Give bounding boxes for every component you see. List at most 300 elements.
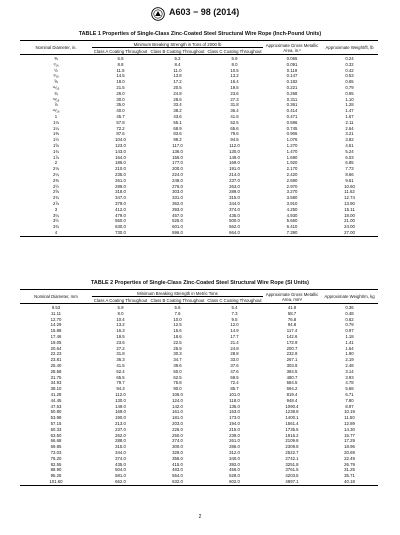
table1-group-header: Minimum Breaking Strength in Tons of 2000 lb bbox=[92, 41, 263, 48]
table2-cell: 57.15 bbox=[50, 420, 62, 426]
table1-cell: 0.268 bbox=[286, 90, 298, 96]
table1-cell: 6.5 bbox=[117, 56, 124, 61]
table1-cell: 2.970 bbox=[286, 183, 298, 189]
table2-cell: 22.5 bbox=[173, 339, 182, 345]
table2-cell: 9.5 bbox=[231, 316, 238, 322]
table2-cell: 16.3 bbox=[116, 328, 125, 334]
table1-cell: 2¼ bbox=[53, 171, 59, 177]
table1-cell: 52.5 bbox=[230, 119, 239, 125]
table2-cell: 23.81 bbox=[50, 357, 62, 363]
table2-cell: 41.5 bbox=[116, 362, 125, 368]
table1-cell: 94.5 bbox=[230, 137, 239, 143]
table2-cell: 14.29 bbox=[50, 322, 62, 328]
table2-cell: 62.5 bbox=[173, 374, 182, 380]
table2-cell: 18.96 bbox=[344, 444, 355, 450]
table2-cell: 602.0 bbox=[206, 479, 263, 485]
table2-cell: 274.0 bbox=[172, 438, 183, 444]
table2-cell: 1.90 bbox=[345, 351, 354, 357]
table1-cell: 3.82 bbox=[345, 137, 354, 143]
table2-cell: 25.9 bbox=[173, 345, 182, 351]
table2-cell: 50.0 bbox=[173, 368, 182, 374]
table1-cell: 457.0 bbox=[172, 212, 183, 218]
table1-cell: 210.0 bbox=[115, 166, 126, 172]
table2-cell: 52.4 bbox=[116, 368, 125, 374]
table2-cell: 41.28 bbox=[50, 391, 62, 397]
table2-cell: 28.58 bbox=[50, 368, 62, 374]
table2-cell: 76.8 bbox=[287, 316, 297, 322]
table1-cell: 169.0 bbox=[229, 160, 240, 166]
table2-cell: 50.80 bbox=[50, 409, 62, 415]
table1-cell: 57.8 bbox=[116, 119, 125, 125]
table2-cell: 392.0 bbox=[229, 461, 240, 467]
astm-logo-icon bbox=[151, 7, 165, 21]
table1-cell: 36.4 bbox=[230, 108, 239, 114]
table2-cell: 12.0 bbox=[230, 322, 239, 328]
table2-cell: 20.69 bbox=[344, 449, 355, 455]
table1-cell: 13.90 bbox=[344, 200, 355, 206]
table1-cell: 0.53 bbox=[345, 73, 354, 79]
table2-group-header: Minimum Breaking Strength in Metric Tons bbox=[92, 290, 263, 297]
table1-cell: 99.2 bbox=[173, 137, 182, 143]
table2-cell: 112.0 bbox=[115, 391, 126, 397]
table2-cell: 53.98 bbox=[50, 415, 62, 421]
table1-cell: 3¼ bbox=[53, 212, 59, 218]
table2-cell: 94.3 bbox=[116, 386, 125, 392]
table2-cell: 261.0 bbox=[229, 438, 240, 444]
table1-cell: 8.4 bbox=[174, 61, 181, 67]
table2-cell: 6.71 bbox=[345, 391, 354, 397]
table1-cell: 186.0 bbox=[115, 160, 126, 166]
table1-cell: 3 bbox=[54, 206, 58, 212]
table1-cell: ¾ bbox=[54, 90, 58, 96]
table2-cell: 130.0 bbox=[115, 397, 126, 403]
table1-cell: 412.0 bbox=[115, 206, 126, 212]
table1-cell: 374.0 bbox=[229, 206, 240, 212]
table1-cell: 2.690 bbox=[286, 177, 298, 183]
table1-cell: 1.67 bbox=[345, 113, 354, 119]
table1-cell: 14.5 bbox=[116, 73, 125, 79]
table2-cell: 17.29 bbox=[344, 438, 355, 444]
table1-cell: 164.0 bbox=[115, 154, 126, 160]
table2-cell: 11.11 bbox=[50, 310, 62, 316]
table1-cell: 5.9 bbox=[231, 56, 238, 61]
table1-cell: 379.0 bbox=[115, 200, 126, 206]
table1-cell: 1⅝ bbox=[53, 142, 59, 148]
table2-col-class-a: Class A Coating Throughout bbox=[93, 297, 148, 303]
table2-cell: 312.0 bbox=[229, 449, 240, 455]
table1-col-class-a: Class A Coating Throughout bbox=[93, 48, 148, 54]
table1-cell: 0.147 bbox=[286, 73, 298, 79]
table2-cell: 72.4 bbox=[230, 380, 239, 386]
table1-cell: 5.24 bbox=[345, 148, 354, 154]
table1-cell: ¹⁵⁄₁₆ bbox=[52, 108, 60, 114]
table2-col-area: Approximate Gross Metallic Area, mm² bbox=[263, 290, 321, 304]
table2-cell: 12.89 bbox=[344, 420, 355, 426]
table2-cell: 40.18 bbox=[321, 479, 378, 485]
table2-cell: 73.03 bbox=[50, 449, 62, 455]
table2-cell: 117.4 bbox=[286, 328, 298, 334]
table2-cell: 232.9 bbox=[286, 351, 298, 357]
table1 bbox=[20, 40, 378, 237]
table2-cell: 106.0 bbox=[172, 391, 183, 397]
table1-cell: 41.5 bbox=[230, 113, 239, 119]
table1-cell: ½ bbox=[54, 67, 58, 73]
table2-cell: 82.55 bbox=[50, 461, 62, 467]
table2-cell: 35.71 bbox=[344, 473, 355, 479]
table1-col-nominal: Nominal Diameter, in. bbox=[20, 41, 92, 55]
table1-cell: 0.182 bbox=[286, 79, 298, 85]
table2-cell: 948.4 bbox=[286, 397, 298, 403]
table2-cell: 31.75 bbox=[50, 374, 62, 380]
table2-cell: 94.8 bbox=[287, 322, 297, 328]
table1-cell: 1.470 bbox=[286, 148, 298, 154]
table2-cell: 101.0 bbox=[229, 391, 240, 397]
table1-cell: 276.0 bbox=[172, 183, 183, 189]
table1-cell: 26.0 bbox=[116, 90, 125, 96]
table2-cell: 37.6 bbox=[230, 362, 239, 368]
table2-cell: 10.4 bbox=[116, 316, 125, 322]
table2-cell: 90.0 bbox=[173, 386, 182, 392]
table1-cell: 18.00 bbox=[344, 212, 355, 218]
table1-col-class-b: Class B Coating Throughout bbox=[150, 48, 205, 54]
table1-cell: 0.091 bbox=[286, 61, 298, 67]
table2-cell: 5.68 bbox=[345, 386, 354, 392]
table1-cell: 136.0 bbox=[172, 148, 183, 154]
table1-cell: 20.5 bbox=[173, 84, 182, 90]
table1-cell: 2⅞ bbox=[53, 200, 59, 206]
table1-cell: 0.95 bbox=[345, 90, 354, 96]
table1-cell: 6.2 bbox=[174, 56, 181, 61]
table1-cell: 13.2 bbox=[230, 73, 239, 79]
table2-cell: 65.5 bbox=[116, 374, 125, 380]
table2-cell: 237.0 bbox=[115, 426, 126, 432]
table1-cell: 11.0 bbox=[173, 67, 182, 73]
standard-designation: A603 − 98 (2014) bbox=[169, 7, 240, 17]
table2-cell: 66.68 bbox=[50, 438, 62, 444]
table1-cell: 21.5 bbox=[116, 84, 125, 90]
table2-cell: 95.25 bbox=[50, 473, 62, 479]
table1-cell: 30.0 bbox=[116, 96, 125, 102]
table2-cell: 7.80 bbox=[345, 397, 354, 403]
table1-cell: 550.0 bbox=[115, 218, 126, 224]
table1-cell: 4.250 bbox=[286, 206, 298, 212]
table2-cell: 47.63 bbox=[50, 403, 62, 409]
table1-cell: 21.00 bbox=[344, 218, 355, 224]
table1-cell: 7.73 bbox=[345, 166, 354, 172]
table2-cell: 181.0 bbox=[172, 415, 183, 421]
table2-cell: 38.10 bbox=[50, 386, 62, 392]
table1-cell: 0.596 bbox=[286, 119, 298, 125]
table2-cell: 19.5 bbox=[116, 333, 125, 339]
table2-cell: 85.7 bbox=[230, 386, 239, 392]
table2-cell: 63.50 bbox=[50, 432, 62, 438]
table2-cell: 41.9 bbox=[287, 305, 297, 310]
table2-cell: 3.14 bbox=[345, 368, 354, 374]
table1-cell: 68.9 bbox=[173, 125, 182, 131]
table2-cell: 135.0 bbox=[229, 403, 240, 409]
table1-cell: 1.076 bbox=[286, 137, 298, 143]
table1-cell: 112.0 bbox=[229, 142, 240, 148]
table2-cell: 14.9 bbox=[230, 328, 239, 334]
table1-cell: 601.0 bbox=[172, 224, 183, 230]
table1-cell: 3.580 bbox=[286, 195, 298, 201]
table1-cell: 55.1 bbox=[173, 119, 182, 125]
table1-cell: ⁷⁄₁₆ bbox=[53, 61, 59, 67]
table1-cell: 0.24 bbox=[345, 56, 354, 61]
table2-cell: 303.9 bbox=[286, 362, 298, 368]
table1-col-area: Approximate Gross Metallic Area, in.² bbox=[263, 41, 321, 55]
table1-cell: 156.0 bbox=[172, 154, 183, 160]
table2-cell: 226.0 bbox=[172, 426, 183, 432]
table1-cell: 191.0 bbox=[229, 166, 240, 172]
table2-cell: 1.18 bbox=[345, 333, 354, 339]
table1-cell: 15.11 bbox=[344, 206, 355, 212]
table2-cell: 584.5 bbox=[286, 380, 298, 386]
table2-cell: 26.79 bbox=[344, 461, 355, 467]
table1-body bbox=[20, 55, 378, 237]
table1-cell: 4 bbox=[20, 230, 92, 236]
table2-cell: 12.70 bbox=[50, 316, 62, 322]
table2-cell: 2.19 bbox=[345, 357, 354, 363]
table1-cell: 315.0 bbox=[229, 195, 240, 201]
table2-cell: 528.0 bbox=[229, 473, 240, 479]
table2-cell: 250.0 bbox=[172, 432, 183, 438]
table1-cell: 237.0 bbox=[229, 177, 240, 183]
table2-cell: 10.19 bbox=[344, 409, 355, 415]
table1-cell: 2¾ bbox=[53, 195, 59, 201]
table1-cell: 72.2 bbox=[116, 125, 125, 131]
table1-cell: 0.361 bbox=[286, 102, 298, 108]
table2-cell: 21.4 bbox=[230, 339, 239, 345]
table2-cell: 8.97 bbox=[345, 403, 354, 409]
table1-cell: 18.0 bbox=[116, 79, 125, 85]
table2-cell: 17.7 bbox=[230, 333, 239, 339]
table1-cell: 19.5 bbox=[230, 84, 239, 90]
table2-cell: 4897.1 bbox=[263, 479, 321, 485]
table2-cell: 142.6 bbox=[286, 333, 298, 339]
table2-cell: 1090.4 bbox=[285, 403, 299, 409]
table2-cell: 5.4 bbox=[231, 305, 238, 310]
table2-cell: 25.40 bbox=[50, 362, 62, 368]
table1-cell: 2.170 bbox=[286, 166, 298, 172]
table2-cell: 2109.8 bbox=[285, 438, 299, 444]
table1-cell: 1⅞ bbox=[53, 154, 59, 160]
table1-cell: 289.0 bbox=[229, 189, 240, 195]
table1-cell: 7.390 bbox=[263, 230, 321, 236]
table1-cell: 87.6 bbox=[116, 131, 125, 137]
table2-cell: 315.0 bbox=[115, 444, 126, 450]
table2-cell: 200.7 bbox=[286, 345, 298, 351]
table1-cell: 0.906 bbox=[286, 131, 298, 137]
table2-cell: 456.0 bbox=[229, 467, 240, 473]
table2-cell: 581.0 bbox=[115, 473, 126, 479]
table1-cell: 11.5 bbox=[116, 67, 125, 73]
table1-cell: 261.0 bbox=[115, 177, 126, 183]
table2-cell: 7.3 bbox=[231, 310, 238, 316]
table1-cell: 664.0 bbox=[206, 230, 263, 236]
table1-caption: TABLE 1 Properties of Single-Class Zinc-Coated Steel Structural Wire Rope (Inch-Pound Units) bbox=[78, 31, 322, 37]
table1-cell: 104.0 bbox=[115, 137, 126, 143]
table2-cell: 4.78 bbox=[345, 380, 354, 386]
table2-cell: 0.62 bbox=[345, 316, 354, 322]
table2-cell: 118.0 bbox=[229, 397, 240, 403]
table1-cell: 0.745 bbox=[286, 125, 298, 131]
table1-cell: 149.0 bbox=[229, 154, 240, 160]
table2-cell: 17.46 bbox=[50, 333, 62, 339]
table1-cell: ⅜ bbox=[54, 56, 58, 61]
table2-cell: 344.0 bbox=[115, 449, 126, 455]
table2-cell: 23.6 bbox=[116, 339, 125, 345]
table1-cell: 0.32 bbox=[345, 61, 354, 67]
table2-cell: 12.5 bbox=[173, 322, 182, 328]
table1-cell: 1⅛ bbox=[53, 119, 59, 125]
table1-cell: 0.221 bbox=[286, 84, 298, 90]
table2-cell: 0.36 bbox=[345, 305, 354, 310]
table2-cell: 101.60 bbox=[20, 479, 92, 485]
table2-cell: 4203.5 bbox=[285, 473, 299, 479]
table1-cell: 35.0 bbox=[116, 102, 125, 108]
table2-cell: 172.9 bbox=[286, 339, 298, 345]
table1-cell: 8.0 bbox=[231, 61, 238, 67]
table1-cell: 2.420 bbox=[286, 171, 298, 177]
table1-cell: 1.28 bbox=[345, 102, 354, 108]
table1-row bbox=[20, 55, 378, 62]
table1-cell: 0.65 bbox=[345, 79, 354, 85]
table1-cell: 40.0 bbox=[116, 108, 125, 114]
table2-cell: 215.0 bbox=[229, 426, 240, 432]
table2-cell: 60.33 bbox=[50, 426, 62, 432]
table2 bbox=[20, 289, 378, 486]
table1-cell: 224.0 bbox=[172, 171, 183, 177]
table2-cell: 2742.1 bbox=[285, 455, 299, 461]
table2-cell: 2522.7 bbox=[285, 449, 299, 455]
table1-cell: 6.03 bbox=[345, 154, 354, 160]
table2-col-nominal: Nominal Diameter, mm bbox=[20, 290, 92, 304]
table2-cell: 15.77 bbox=[344, 432, 355, 438]
table2-cell: 19.05 bbox=[50, 339, 62, 345]
table1-cell: 1 bbox=[54, 113, 58, 119]
table2-cell: 169.0 bbox=[115, 409, 126, 415]
table1-cell: 3½ bbox=[53, 218, 59, 224]
table1-cell: 3.910 bbox=[286, 200, 298, 206]
table1-cell: 2½ bbox=[53, 183, 59, 189]
table1-cell: 33.4 bbox=[173, 102, 182, 108]
table1-cell: 2⅛ bbox=[53, 166, 59, 172]
table2-cell: 7.6 bbox=[174, 310, 181, 316]
table2-cell: 190.0 bbox=[115, 415, 126, 421]
table2-cell: 31.25 bbox=[344, 467, 355, 473]
table1-cell: 1.47 bbox=[345, 108, 354, 114]
table2-cell: 10.0 bbox=[173, 316, 182, 322]
table2-cell: 3.93 bbox=[345, 374, 354, 380]
table1-cell: 8.66 bbox=[345, 171, 354, 177]
table1-cell: 4.51 bbox=[345, 142, 354, 148]
table1-cell: 1.690 bbox=[286, 154, 298, 160]
table2-caption: TABLE 2 Properties of Single-Class Zinc-Coated Steel Structural Wire Rope (SI Units) bbox=[91, 280, 309, 286]
table2-cell: 694.2 bbox=[286, 386, 298, 392]
table1-col-class-c: Class C Coating Throughout bbox=[207, 48, 262, 54]
table2-cell: 1.41 bbox=[345, 339, 354, 345]
table2-cell: 0.97 bbox=[345, 328, 354, 334]
table1-cell: 0.42 bbox=[345, 67, 354, 73]
table2-cell: 239.0 bbox=[229, 432, 240, 438]
table2-cell: 59.5 bbox=[230, 374, 239, 380]
table1-cell: 0.311 bbox=[286, 96, 298, 102]
table1-cell: 0.065 bbox=[286, 56, 298, 61]
table1-cell: 562.0 bbox=[229, 224, 240, 230]
table2-cell: 1735.5 bbox=[285, 426, 299, 432]
table1-cell: 289.0 bbox=[115, 183, 126, 189]
table2-cell: 15.6 bbox=[173, 328, 182, 334]
table1-cell: 435.0 bbox=[229, 212, 240, 218]
table2-cell: 435.0 bbox=[115, 461, 126, 467]
table2-cell: 24.8 bbox=[230, 345, 239, 351]
table1-cell: 3¾ bbox=[53, 224, 59, 230]
table2-cell: 662.0 bbox=[92, 479, 149, 485]
table2-cell: 8.0 bbox=[117, 310, 124, 316]
table1-cell: ⅝ bbox=[54, 79, 58, 85]
table2-cell: 1400.1 bbox=[285, 415, 299, 421]
table2-cell: 76.20 bbox=[50, 455, 62, 461]
table2-cell: 5.6 bbox=[174, 305, 181, 310]
table1-cell: 79.6 bbox=[230, 131, 239, 137]
table1-cell: 24.8 bbox=[173, 90, 182, 96]
table2-cell: 173.0 bbox=[229, 415, 240, 421]
table2-row bbox=[20, 304, 378, 311]
table1-cell: 1½ bbox=[53, 137, 59, 143]
table1-cell: 5.660 bbox=[286, 218, 298, 224]
table1-cell: 1¾ bbox=[53, 148, 59, 154]
table1-cell: 1.270 bbox=[286, 142, 298, 148]
table2-cell: 124.0 bbox=[172, 397, 183, 403]
table1-cell: 1⅜ bbox=[53, 131, 59, 137]
table1-cell: 117.0 bbox=[172, 142, 183, 148]
table1-cell: 0.79 bbox=[345, 84, 354, 90]
table2-cell: 28.8 bbox=[230, 351, 239, 357]
table1-cell: 43.6 bbox=[173, 113, 182, 119]
table2-cell: 22.23 bbox=[50, 351, 62, 357]
table2-cell: 34.7 bbox=[173, 357, 182, 363]
table1-cell: 525.0 bbox=[172, 218, 183, 224]
table1-cell: 318.0 bbox=[115, 189, 126, 195]
table2-cell: 34.93 bbox=[50, 380, 62, 386]
table1-cell: 730.0 bbox=[92, 230, 149, 236]
table2-cell: 88.90 bbox=[50, 467, 62, 473]
table2-cell: 504.0 bbox=[115, 467, 126, 473]
table1-cell: 2.64 bbox=[345, 125, 354, 131]
table2-col-class-c: Class C Coating Throughout bbox=[207, 297, 262, 303]
page-number: 2 bbox=[198, 514, 202, 520]
table2-cell: 1.64 bbox=[345, 345, 354, 351]
table1-cell: 17.2 bbox=[173, 79, 182, 85]
table1-cell: ¹³⁄₁₆ bbox=[52, 96, 60, 102]
table2-cell: 415.0 bbox=[172, 461, 183, 467]
table2-cell: 44.45 bbox=[50, 397, 62, 403]
table1-cell: 11.62 bbox=[344, 189, 355, 195]
table2-cell: 142.0 bbox=[172, 403, 183, 409]
table1-cell: 500.0 bbox=[229, 218, 240, 224]
table2-cell: 213.0 bbox=[115, 420, 126, 426]
table2-cell: 480.7 bbox=[286, 374, 298, 380]
table1-cell: 1.920 bbox=[286, 160, 298, 166]
table2-cell: 75.8 bbox=[173, 380, 182, 386]
table1-cell: 31.8 bbox=[230, 102, 239, 108]
table1-cell: 12.74 bbox=[344, 195, 355, 201]
table2-cell: 9.53 bbox=[51, 305, 61, 310]
table1-cell: 6.85 bbox=[345, 160, 354, 166]
table1-cell: 3.270 bbox=[286, 189, 298, 195]
table1-cell: 347.0 bbox=[115, 195, 126, 201]
